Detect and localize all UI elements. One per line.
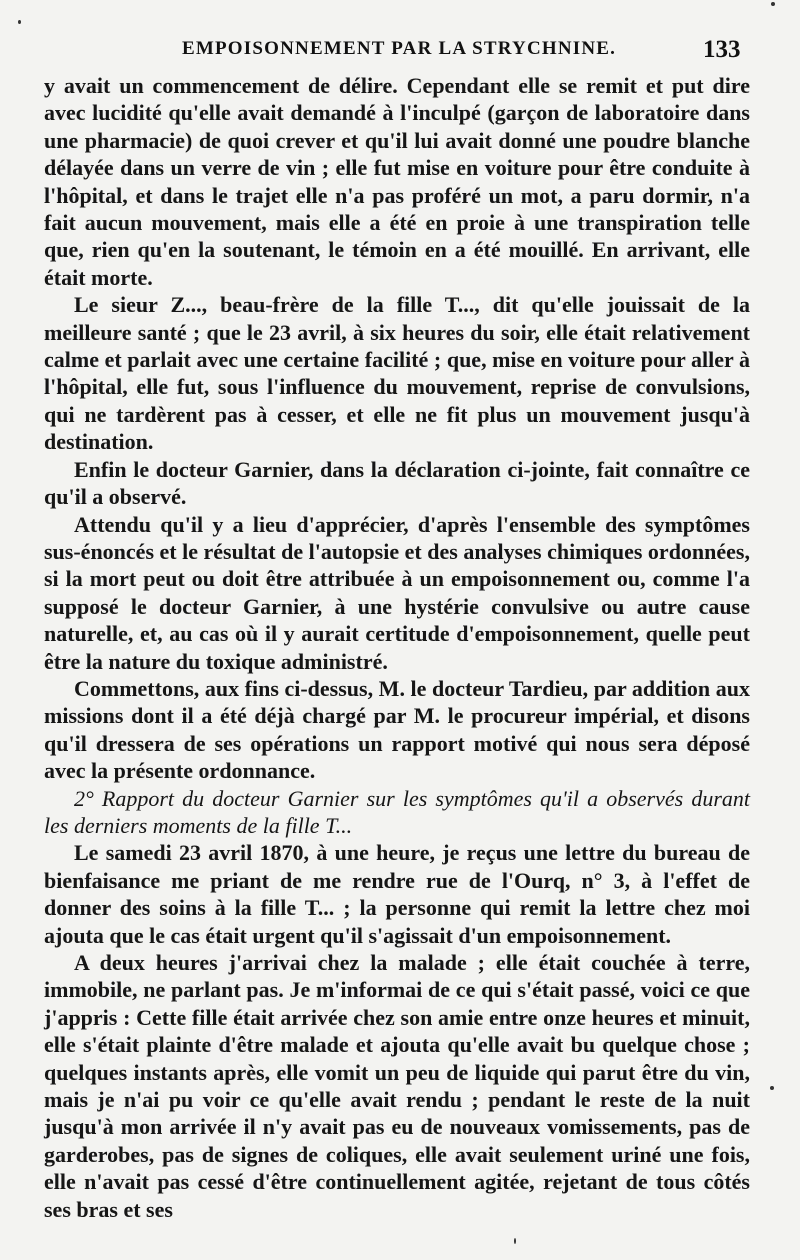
ink-speck [18,20,21,24]
paragraph: Commettons, aux fins ci-dessus, M. le docteur Tardieu, par addition aux missions dont il a été déjà chargé par M. le procureur impérial, et disons qu'il dressera de ses opérations un rapport motivé qui nous sera déposé avec la présente ordonnance. [44,675,750,784]
paragraph: A deux heures j'arrivai chez la malade ; elle était couchée à terre, immobile, ne parlant pas. Je m'informai de ce qui s'était passé, voici ce que j'appris : Cette fille était arrivée chez son amie entre onze heures et minuit, elle s'était plainte d'être malade et ajouta qu'elle avait bu quelque chose ; quelques instants après, elle vomit un peu de liquide qui parut être du vin, mais je n'ai pu voir ce qu'elle avait rendu ; pendant le reste de la nuit jusqu'à mon arrivée il n'y avait pas eu de nouveaux vomissements, pas de garderobes, pas de signes de coliques, elle avait seulement uriné une fois, elle n'avait pas cessé d'être continuellement agitée, rejetant de tous côtés ses bras et ses [44,950,750,1222]
page-header [0,34,800,74]
ink-speck [771,2,775,6]
paragraph: y avait un commencement de délire. Cependant elle se remit et put dire avec lucidité qu'elle avait demandé à l'inculpé (garçon de laboratoire dans une pharmacie) de quoi crever et qu'il lui avait donné une poudre blanche délayée dans un verre de vin ; elle fut mise en voiture pour être conduite à l'hôpital, et dans le trajet elle n'a pas proféré un mot, a paru dormir, n'a fait aucun mouvement, mais elle a été en proie à une transpiration telle que, rien qu'en la soutenant, le témoin en a été mouillé. En arrivant, elle était morte. [44,73,750,290]
body-text [44,72,750,1223]
paragraph: Le sieur Z..., beau-frère de la fille T..., dit qu'elle jouissait de la meilleure santé ; que le 23 avril, à six heures du soir, elle était relativement calme et parlait avec une certaine facilité ; que, mise en voiture pour aller à l'hôpital, elle fut, sous l'influence du mouvement, reprise de convulsions, qui ne tardèrent pas à cesser, et elle ne fit plus un mouvement jusqu'à destination. [44,292,750,455]
ink-speck [770,1086,774,1090]
page-number: 133 [703,36,741,63]
paragraph: Le samedi 23 avril 1870, à une heure, je reçus une lettre du bureau de bienfaisance me priant de me rendre rue de l'Ourq, n° 3, à l'effet de donner des soins à la fille T... ; la personne qui remit la lettre chez moi ajouta que le cas était urgent qu'il s'agissait d'un empoisonnement. [44,840,750,948]
paragraph: Attendu qu'il y a lieu d'apprécier, d'après l'ensemble des symptômes sus-énoncés et le résultat de l'autopsie et des analyses chimiques ordonnées, si la mort peut ou doit être attribuée à un empoisonnement ou, comme l'a supposé le docteur Garnier, à une hystérie convulsive ou autre cause naturelle, et, au cas où il y aurait certitude d'empoisonnement, quelle peut être la nature du toxique administré. [44,511,750,674]
section-heading: 2° Rapport du docteur Garnier sur les symptômes qu'il a observés durant les derniers moments de la fille T... [44,785,750,838]
ink-speck [514,1238,516,1244]
running-title: EMPOISONNEMENT PAR LA STRYCHNINE. [182,38,617,59]
paragraph: Enfin le docteur Garnier, dans la déclaration ci-jointe, fait connaître ce qu'il a observé. [44,456,750,510]
